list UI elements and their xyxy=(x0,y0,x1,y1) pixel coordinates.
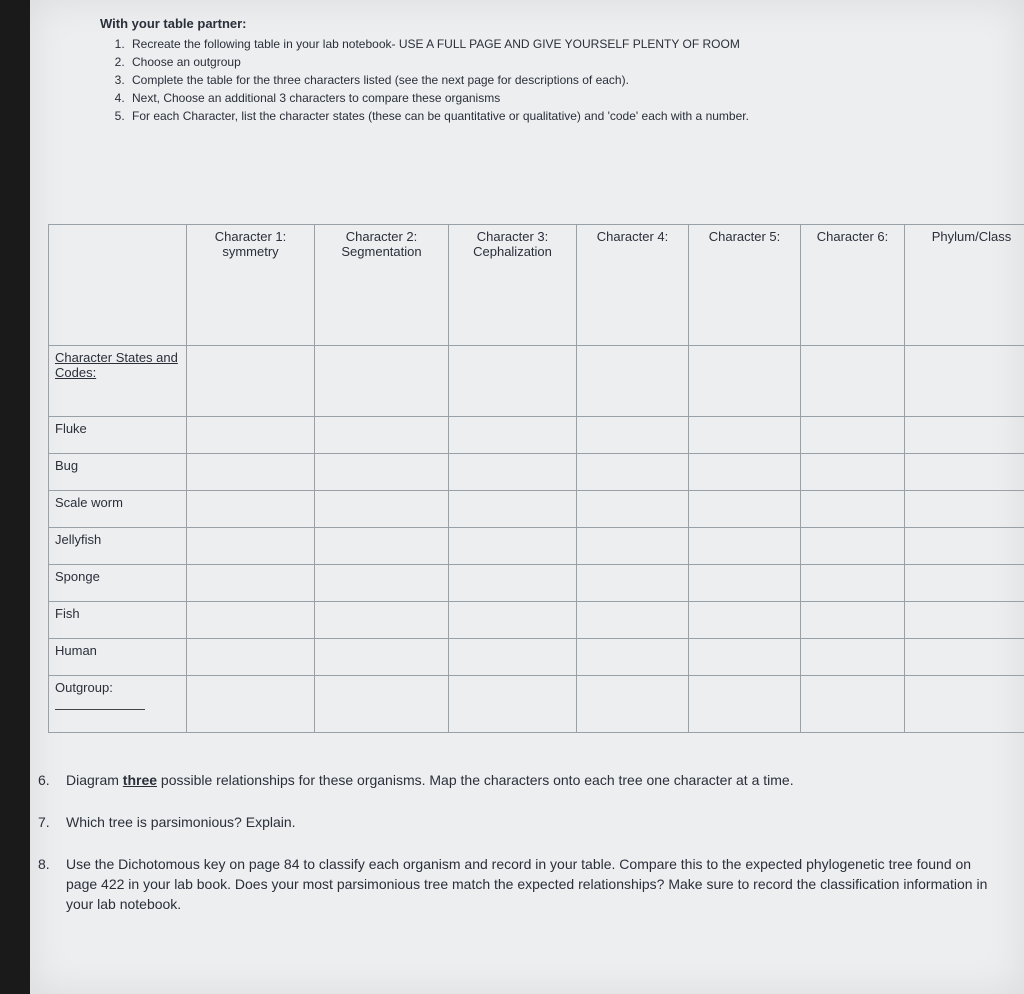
table-cell[interactable] xyxy=(449,491,577,528)
table-cell[interactable] xyxy=(187,676,315,733)
table-cell[interactable] xyxy=(801,676,905,733)
header-character-2: Character 2: Segmentation xyxy=(315,225,449,346)
table-cell[interactable] xyxy=(689,602,801,639)
table-cell[interactable] xyxy=(801,639,905,676)
table-cell[interactable] xyxy=(905,454,1024,491)
table-row xyxy=(49,528,1024,565)
table-cell[interactable] xyxy=(577,676,689,733)
table-cell[interactable] xyxy=(449,639,577,676)
table-cell[interactable] xyxy=(577,565,689,602)
states-label: Character States and Codes: xyxy=(49,346,187,417)
table-cell[interactable] xyxy=(449,602,577,639)
header-corner xyxy=(49,225,187,346)
questions xyxy=(38,770,998,936)
table-cell[interactable] xyxy=(905,417,1024,454)
table-cell[interactable] xyxy=(187,346,315,417)
table-cell[interactable] xyxy=(801,417,905,454)
organism-label: Bug xyxy=(49,454,187,491)
table-cell[interactable] xyxy=(689,528,801,565)
instructions xyxy=(100,16,1010,125)
table-cell[interactable] xyxy=(449,565,577,602)
question-6 xyxy=(38,770,998,790)
question-text-part: Diagram xyxy=(66,772,123,788)
question-text: Use the Dichotomous key on page 84 to classify each organism and record in your table. Compare this to the expected phylogenetic tree found on page 422 in your lab book. Does your most parsimonious tree match the expected relationships? Make sure to record the classification information in your lab notebook. xyxy=(66,856,988,912)
header-character-3: Character 3: Cephalization xyxy=(449,225,577,346)
table-cell[interactable] xyxy=(577,602,689,639)
question-7 xyxy=(38,812,998,832)
table-cell[interactable] xyxy=(577,346,689,417)
table-cell[interactable] xyxy=(315,454,449,491)
question-text xyxy=(66,770,998,790)
table-cell[interactable] xyxy=(801,346,905,417)
table-cell[interactable] xyxy=(801,491,905,528)
table-cell[interactable] xyxy=(449,528,577,565)
table-cell[interactable] xyxy=(187,639,315,676)
instruction-step: 4. Next, Choose an additional 3 characters to compare these organisms xyxy=(128,89,1010,107)
table-cell[interactable] xyxy=(689,565,801,602)
table-row xyxy=(49,639,1024,676)
header-character-6: Character 6: xyxy=(801,225,905,346)
table-cell[interactable] xyxy=(315,491,449,528)
table-cell[interactable] xyxy=(689,454,801,491)
header-phylum-class: Phylum/Class xyxy=(905,225,1024,346)
table-cell[interactable] xyxy=(801,454,905,491)
table-cell[interactable] xyxy=(187,528,315,565)
organism-label: Sponge xyxy=(49,565,187,602)
table-cell[interactable] xyxy=(187,565,315,602)
question-8 xyxy=(38,854,998,914)
organism-label: Scale worm xyxy=(49,491,187,528)
table-cell[interactable] xyxy=(905,676,1024,733)
organism-label: Human xyxy=(49,639,187,676)
question-number: 6. xyxy=(38,772,50,788)
table-cell[interactable] xyxy=(315,676,449,733)
table-cell[interactable] xyxy=(315,602,449,639)
table-cell[interactable] xyxy=(315,565,449,602)
table-header-row xyxy=(49,225,1024,346)
table-cell[interactable] xyxy=(801,528,905,565)
table-cell[interactable] xyxy=(315,528,449,565)
header-character-1: Character 1: symmetry xyxy=(187,225,315,346)
table-cell[interactable] xyxy=(449,454,577,491)
table-cell[interactable] xyxy=(187,491,315,528)
table-cell[interactable] xyxy=(577,454,689,491)
table-cell[interactable] xyxy=(187,417,315,454)
instructions-list xyxy=(100,35,1010,125)
table-cell[interactable] xyxy=(905,528,1024,565)
header-character-5: Character 5: xyxy=(689,225,801,346)
table-cell[interactable] xyxy=(187,602,315,639)
table-cell[interactable] xyxy=(315,639,449,676)
table-cell[interactable] xyxy=(905,602,1024,639)
instruction-step: 5. For each Character, list the character states (these can be quantitative or qualitative) and 'code' each with a number. xyxy=(128,107,1010,125)
question-text-part: possible relationships for these organisms. Map the characters onto each tree one character at a time. xyxy=(157,772,794,788)
question-text: Which tree is parsimonious? Explain. xyxy=(66,814,296,830)
table-cell[interactable] xyxy=(577,417,689,454)
table-row xyxy=(49,454,1024,491)
table-cell[interactable] xyxy=(801,565,905,602)
table-cell[interactable] xyxy=(315,346,449,417)
table-cell[interactable] xyxy=(449,676,577,733)
outgroup-label: Outgroup: xyxy=(55,680,113,695)
question-number: 8. xyxy=(38,856,50,872)
table-row xyxy=(49,602,1024,639)
question-number: 7. xyxy=(38,814,50,830)
table-row xyxy=(49,417,1024,454)
table-cell[interactable] xyxy=(905,491,1024,528)
character-table xyxy=(48,224,1024,733)
table-row xyxy=(49,346,1024,417)
table-cell[interactable] xyxy=(689,491,801,528)
instruction-step: 2. Choose an outgroup xyxy=(128,53,1010,71)
instruction-step: 1. Recreate the following table in your lab notebook- USE A FULL PAGE AND GIVE YOURSELF PLENTY OF ROOM xyxy=(128,35,1010,53)
instruction-step: 3. Complete the table for the three characters listed (see the next page for descriptions of each). xyxy=(128,71,1010,89)
organism-label: Fish xyxy=(49,602,187,639)
organism-label: Fluke xyxy=(49,417,187,454)
table-cell[interactable] xyxy=(689,346,801,417)
table-cell[interactable] xyxy=(577,639,689,676)
table-cell[interactable] xyxy=(689,417,801,454)
table-cell[interactable] xyxy=(689,639,801,676)
table-cell[interactable] xyxy=(577,528,689,565)
table-cell[interactable] xyxy=(449,346,577,417)
header-character-4: Character 4: xyxy=(577,225,689,346)
emphasis-three: three xyxy=(122,772,158,788)
table-cell[interactable] xyxy=(801,602,905,639)
table-row xyxy=(49,676,1024,733)
table-cell[interactable] xyxy=(905,565,1024,602)
table-row xyxy=(49,491,1024,528)
table-cell[interactable] xyxy=(689,676,801,733)
outgroup-cell[interactable] xyxy=(49,676,187,733)
instructions-title: With your table partner: xyxy=(100,16,247,31)
worksheet-page xyxy=(30,0,1024,994)
organism-label: Jellyfish xyxy=(49,528,187,565)
table-cell[interactable] xyxy=(187,454,315,491)
table-cell[interactable] xyxy=(577,491,689,528)
table-cell[interactable] xyxy=(449,417,577,454)
table-cell[interactable] xyxy=(315,417,449,454)
table-cell[interactable] xyxy=(905,639,1024,676)
table-cell[interactable] xyxy=(905,346,1024,417)
table-row xyxy=(49,565,1024,602)
outgroup-blank-line[interactable] xyxy=(55,709,145,710)
